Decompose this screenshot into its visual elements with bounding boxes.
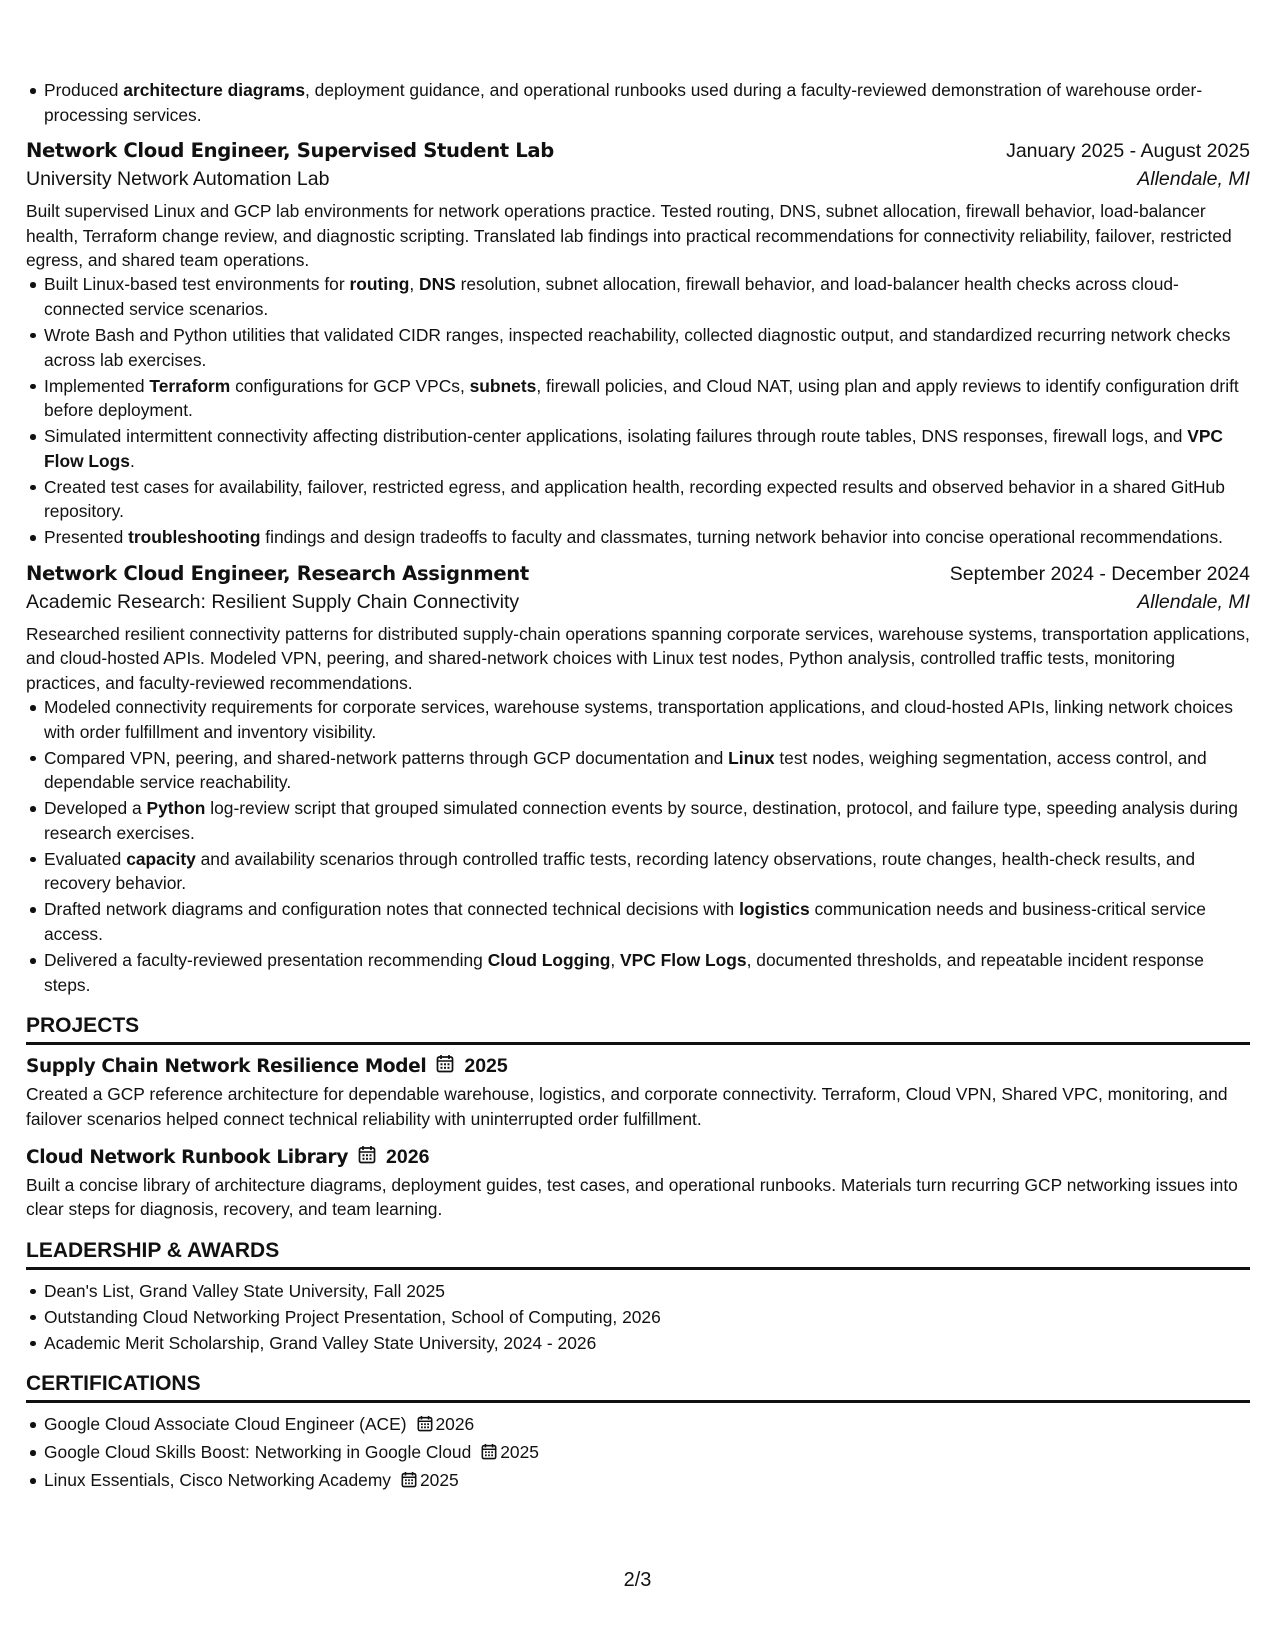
list-item: Presented troubleshooting findings and design tradeoffs to faculty and classmates, turning network behavior into concise operational recommendations. bbox=[44, 525, 1250, 550]
list-item: Evaluated capacity and availability scenarios through controlled traffic tests, recording latency observations, route changes, health-check results, and recovery behavior. bbox=[44, 847, 1250, 896]
job-location: Allendale, MI bbox=[1137, 590, 1250, 613]
list-item bbox=[44, 1468, 1250, 1495]
list-item: Academic Merit Scholarship, Grand Valley State University, 2024 - 2026 bbox=[44, 1331, 1250, 1356]
list-item bbox=[44, 78, 1250, 127]
list-item: Implemented Terraform configurations for GCP VPCs, subnets, firewall policies, and Cloud NAT, using plan and apply reviews to identify configuration drift before deployment. bbox=[44, 374, 1250, 423]
list-item bbox=[44, 1440, 1250, 1467]
job-organization: University Network Automation Lab bbox=[26, 168, 330, 191]
calendar-icon bbox=[481, 1442, 497, 1467]
job-title: Network Cloud Engineer, Supervised Student Lab bbox=[26, 139, 554, 163]
list-item: Outstanding Cloud Networking Project Presentation, School of Computing, 2026 bbox=[44, 1305, 1250, 1330]
certification-year: 2026 bbox=[435, 1414, 475, 1435]
bullet-text: , deployment guidance, and operational runbooks used during a faculty-reviewed demonstration of warehouse order-processing services. bbox=[44, 80, 1203, 125]
job-organization: Academic Research: Resilient Supply Chain Connectivity bbox=[26, 590, 520, 613]
calendar-icon bbox=[436, 1054, 454, 1078]
page-number: 2/3 bbox=[623, 1569, 652, 1591]
section-heading-leadership: LEADERSHIP & AWARDS bbox=[26, 1239, 1250, 1270]
project-title: Supply Chain Network Resilience Model bbox=[26, 1055, 427, 1077]
bullet-keyword: architecture diagrams bbox=[123, 80, 305, 100]
list-item: Drafted network diagrams and configuration notes that connected technical decisions with logistics communication needs and business-critical service access. bbox=[44, 897, 1250, 946]
leadership-list bbox=[26, 1279, 1250, 1356]
project-year: 2026 bbox=[386, 1145, 430, 1168]
list-item: Delivered a faculty-reviewed presentation recommending Cloud Logging, VPC Flow Logs, documented thresholds, and repeatable incident response steps. bbox=[44, 948, 1250, 997]
job-bullet-list bbox=[26, 695, 1250, 997]
resume-page bbox=[26, 78, 1250, 1496]
list-item: Wrote Bash and Python utilities that validated CIDR ranges, inspected reachability, collected diagnostic output, and standardized recurring network checks across lab exercises. bbox=[44, 323, 1250, 372]
calendar-icon bbox=[358, 1145, 376, 1169]
certification-year: 2025 bbox=[420, 1470, 459, 1491]
job-summary: Researched resilient connectivity patterns for distributed supply-chain operations spanning corporate services, warehouse systems, transportation applications, and cloud-hosted APIs. Modeled VPN, peering, and shared-network choices with Linux test nodes, Python analysis, controlled traffic tests, monitoring practices, and faculty-reviewed recommendations. bbox=[26, 623, 1250, 693]
experience-entry bbox=[26, 139, 1250, 550]
list-item: Developed a Python log-review script that grouped simulated connection events by source, destination, protocol, and failure type, speeding analysis during research exercises. bbox=[44, 796, 1250, 845]
job-bullet-list bbox=[26, 272, 1250, 549]
project-entry bbox=[26, 1145, 1250, 1222]
job-title: Network Cloud Engineer, Research Assignment bbox=[26, 561, 529, 585]
calendar-icon bbox=[417, 1414, 433, 1439]
certification-year: 2025 bbox=[500, 1442, 539, 1463]
project-entry bbox=[26, 1054, 1250, 1131]
experience-entry bbox=[26, 562, 1250, 997]
bullet-text: Produced bbox=[44, 80, 124, 100]
list-item: Compared VPN, peering, and shared-network patterns through GCP documentation and Linux test nodes, weighing segmentation, access control, and dependable service reachability. bbox=[44, 746, 1250, 795]
project-year: 2025 bbox=[464, 1054, 508, 1077]
list-item: Built Linux-based test environments for routing, DNS resolution, subnet allocation, firewall behavior, and load-balancer health checks across cloud-connected service scenarios. bbox=[44, 272, 1250, 321]
job-summary: Built supervised Linux and GCP lab environments for network operations practice. Tested routing, DNS, subnet allocation, firewall behavior, load-balancer health, Terraform change review, and diagnostic scripting. Translated lab findings into practical recommendations for connectivity reliability, failover, restricted egress, and shared team operations. bbox=[26, 201, 1232, 270]
calendar-icon bbox=[401, 1470, 417, 1495]
list-item bbox=[44, 1412, 1250, 1439]
list-item: Modeled connectivity requirements for corporate services, warehouse systems, transportation applications, and cloud-hosted APIs, linking network choices with order fulfillment and inventory visibility. bbox=[44, 695, 1250, 744]
certification-name: Google Cloud Associate Cloud Engineer (ACE) bbox=[44, 1414, 407, 1435]
section-heading-projects: PROJECTS bbox=[26, 1014, 1250, 1045]
project-title: Cloud Network Runbook Library bbox=[26, 1146, 349, 1168]
section-heading-certifications: CERTIFICATIONS bbox=[26, 1372, 1250, 1403]
list-item: Dean's List, Grand Valley State University, Fall 2025 bbox=[44, 1279, 1250, 1304]
job-location: Allendale, MI bbox=[1137, 168, 1250, 191]
intro-bullet-list bbox=[26, 78, 1250, 127]
list-item: Created test cases for availability, failover, restricted egress, and application health, recording expected results and observed behavior in a shared GitHub repository. bbox=[44, 475, 1250, 524]
project-description: Created a GCP reference architecture for dependable warehouse, logistics, and corporate connectivity. Terraform, Cloud VPN, Shared VPC, monitoring, and failover scenarios helped connect technical reliability with uninterrupted order fulfillment. bbox=[26, 1084, 1228, 1129]
list-item: Simulated intermittent connectivity affecting distribution-center applications, isolating failures through route tables, DNS responses, firewall logs, and VPC Flow Logs. bbox=[44, 424, 1250, 473]
project-description: Built a concise library of architecture diagrams, deployment guides, test cases, and operational runbooks. Materials turn recurring GCP networking issues into clear steps for diagnosis, recovery, and team learning. bbox=[26, 1175, 1238, 1220]
job-dates: September 2024 - December 2024 bbox=[949, 562, 1250, 585]
job-dates: January 2025 - August 2025 bbox=[1006, 140, 1250, 163]
certifications-list bbox=[26, 1412, 1250, 1495]
certification-name: Linux Essentials, Cisco Networking Academy bbox=[44, 1470, 391, 1491]
certification-name: Google Cloud Skills Boost: Networking in Google Cloud bbox=[44, 1442, 472, 1463]
